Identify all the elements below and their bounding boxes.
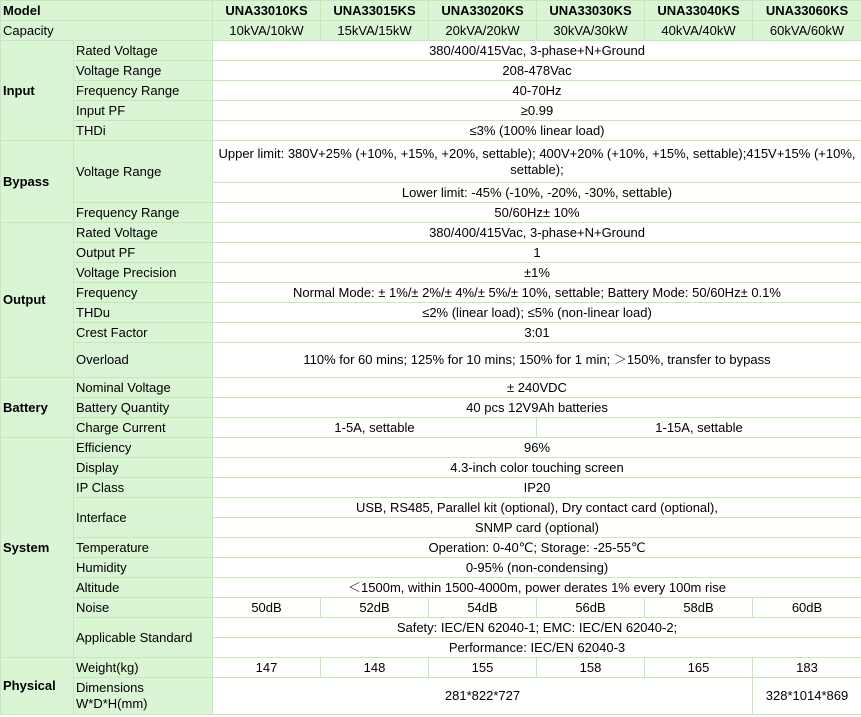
table-row [1, 223, 861, 243]
capacity-value: 10kVA/10kW [213, 21, 321, 41]
noise-value: 60dB [753, 598, 861, 618]
table-row [1, 438, 861, 458]
capacity-value: 40kVA/40kW [645, 21, 753, 41]
capacity-value: 20kVA/20kW [429, 21, 537, 41]
row-label: Altitude [74, 578, 213, 598]
weight-value: 147 [213, 658, 321, 678]
capacity-value: 15kVA/15kW [321, 21, 429, 41]
weight-value: 158 [537, 658, 645, 678]
table-row [1, 658, 861, 678]
table-row [1, 243, 861, 263]
row-label: THDu [74, 303, 213, 323]
noise-value: 58dB [645, 598, 753, 618]
row-value: ≥0.99 [213, 101, 861, 121]
table-row [1, 343, 861, 378]
model-name: UNA33015KS [321, 1, 429, 21]
weight-value: 165 [645, 658, 753, 678]
row-label: Voltage Precision [74, 263, 213, 283]
model-label: Model [1, 1, 213, 21]
table-row [1, 141, 861, 183]
row-label: THDi [74, 121, 213, 141]
table-row [1, 678, 861, 715]
row-value: 0-95% (non-condensing) [213, 558, 861, 578]
row-label: Humidity [74, 558, 213, 578]
row-label: Output PF [74, 243, 213, 263]
row-label: Battery Quantity [74, 398, 213, 418]
row-value: USB, RS485, Parallel kit (optional), Dry contact card (optional), [213, 498, 861, 518]
table-row [1, 478, 861, 498]
row-value: Lower limit: -45% (-10%, -20%, -30%, settable) [213, 183, 861, 203]
row-value: 40 pcs 12V9Ah batteries [213, 398, 861, 418]
capacity-value: 30kVA/30kW [537, 21, 645, 41]
capacity-row [1, 21, 861, 41]
table-row [1, 81, 861, 101]
table-row [1, 61, 861, 81]
row-label: Temperature [74, 538, 213, 558]
row-value: 208-478Vac [213, 61, 861, 81]
row-value: Safety: IEC/EN 62040-1; EMC: IEC/EN 62040-2; [213, 618, 861, 638]
model-name: UNA33060KS [753, 1, 861, 21]
model-name: UNA33020KS [429, 1, 537, 21]
row-value: ≤2% (linear load); ≤5% (non-linear load) [213, 303, 861, 323]
capacity-label: Capacity [1, 21, 213, 41]
weight-value: 148 [321, 658, 429, 678]
row-label: Rated Voltage [74, 41, 213, 61]
row-label: Efficiency [74, 438, 213, 458]
row-label: Input PF [74, 101, 213, 121]
row-value: 1 [213, 243, 861, 263]
capacity-value: 60kVA/60kW [753, 21, 861, 41]
table-row [1, 263, 861, 283]
table-row [1, 418, 861, 438]
table-row [1, 558, 861, 578]
model-name: UNA33010KS [213, 1, 321, 21]
row-value: IP20 [213, 478, 861, 498]
table-row [1, 101, 861, 121]
row-value: 50/60Hz± 10% [213, 203, 861, 223]
noise-value: 52dB [321, 598, 429, 618]
row-label: Charge Current [74, 418, 213, 438]
table-row [1, 121, 861, 141]
row-value: 96% [213, 438, 861, 458]
dimensions-value: 328*1014*869 [753, 678, 861, 715]
row-label: Weight(kg) [74, 658, 213, 678]
row-value: ＜1500m, within 1500-4000m, power derates 1% every 100m rise [213, 578, 861, 598]
table-row [1, 498, 861, 518]
row-value: ± 240VDC [213, 378, 861, 398]
row-label: Voltage Range [74, 61, 213, 81]
row-label: Applicable Standard [74, 618, 213, 658]
row-value: 4.3-inch color touching screen [213, 458, 861, 478]
row-label: Overload [74, 343, 213, 378]
row-value: 380/400/415Vac, 3-phase+N+Ground [213, 41, 861, 61]
weight-value: 183 [753, 658, 861, 678]
row-label: IP Class [74, 478, 213, 498]
row-label: Frequency Range [74, 81, 213, 101]
row-value: 3:01 [213, 323, 861, 343]
row-label: Display [74, 458, 213, 478]
row-label: Voltage Range [74, 141, 213, 203]
dimensions-value: 281*822*727 [213, 678, 753, 715]
row-label: Rated Voltage [74, 223, 213, 243]
row-value: Upper limit: 380V+25% (+10%, +15%, +20%, settable); 400V+20% (+10%, +15%, settable);415V+15% (+10%, settable); [213, 141, 861, 183]
section-input: Input [1, 41, 74, 141]
table-row [1, 203, 861, 223]
model-name: UNA33030KS [537, 1, 645, 21]
row-label: Nominal Voltage [74, 378, 213, 398]
section-physical: Physical [1, 658, 74, 715]
dimensions-label-line2: W*D*H(mm) [76, 696, 148, 711]
table-row [1, 41, 861, 61]
row-value: SNMP card (optional) [213, 518, 861, 538]
noise-value: 54dB [429, 598, 537, 618]
dimensions-label-line1: Dimensions [76, 680, 144, 695]
model-row [1, 1, 861, 21]
section-system: System [1, 438, 74, 658]
row-value: Performance: IEC/EN 62040-3 [213, 638, 861, 658]
row-label: Frequency Range [74, 203, 213, 223]
row-value: 380/400/415Vac, 3-phase+N+Ground [213, 223, 861, 243]
section-output: Output [1, 223, 74, 378]
table-row [1, 283, 861, 303]
row-value: 1-5A, settable [213, 418, 537, 438]
table-row [1, 398, 861, 418]
noise-value: 50dB [213, 598, 321, 618]
table-row [1, 618, 861, 638]
row-value: ≤3% (100% linear load) [213, 121, 861, 141]
row-label: Noise [74, 598, 213, 618]
row-value: Normal Mode: ± 1%/± 2%/± 4%/± 5%/± 10%, settable; Battery Mode: 50/60Hz± 0.1% [213, 283, 861, 303]
row-value: Operation: 0-40℃; Storage: -25-55℃ [213, 538, 861, 558]
weight-value: 155 [429, 658, 537, 678]
row-value: ±1% [213, 263, 861, 283]
table-row [1, 598, 861, 618]
row-label: Crest Factor [74, 323, 213, 343]
table-row [1, 538, 861, 558]
section-battery: Battery [1, 378, 74, 438]
section-bypass: Bypass [1, 141, 74, 223]
row-label: Interface [74, 498, 213, 538]
table-row [1, 378, 861, 398]
row-value: 40-70Hz [213, 81, 861, 101]
row-label: Frequency [74, 283, 213, 303]
table-row [1, 458, 861, 478]
table-row [1, 323, 861, 343]
row-value: 1-15A, settable [537, 418, 861, 438]
model-name: UNA33040KS [645, 1, 753, 21]
table-row [1, 578, 861, 598]
noise-value: 56dB [537, 598, 645, 618]
row-value: 110% for 60 mins; 125% for 10 mins; 150% for 1 min; ＞150%, transfer to bypass [213, 343, 861, 378]
dimensions-label [74, 678, 213, 715]
table-row [1, 303, 861, 323]
